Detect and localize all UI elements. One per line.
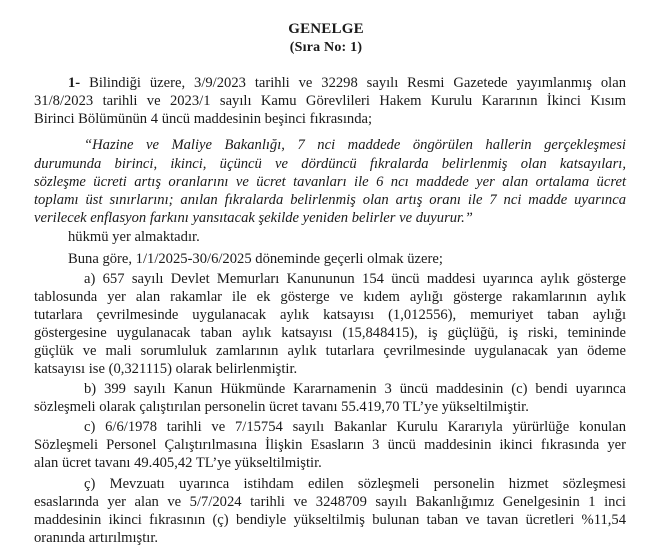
item-a-line-5: güçlük ve mali sorumluluk zamlarının aylık tutarlara çevrilmesinde uygulanacak yan ödeme bbox=[34, 343, 626, 359]
item-a-line-4: göstergesine uygulanacak taban aylık katsayısı (15,848415), iş güçlüğü, iş riski, temininde bbox=[34, 325, 626, 341]
document-title: GENELGE bbox=[288, 21, 364, 37]
item-a-line-3: tutarlara çevrilmesinde uygulanacak aylık katsayısı (1,012556), memuriyet taban aylığı bbox=[34, 307, 626, 323]
para1-line-3: Birinci Bölümünün 4 üncü maddesinin beşinci fıkrasında; bbox=[34, 111, 373, 127]
item-a-line-1: a) 657 sayılı Devlet Memurları Kanununun 154 üncü maddesi uyarınca aylık gösterge bbox=[84, 271, 626, 287]
para1-line-2: 31/8/2023 tarihli ve 2023/1 sayılı Kamu Görevlileri Hakem Kurulu Kararının İkinci Kısım bbox=[34, 93, 626, 109]
item-cc-line-3: maddesinin ikinci fıkrasının (ç) bendiyle yükseltilmiş bulunan taban ve tavan ücretleri %11,54 bbox=[34, 512, 626, 528]
quote-line-1: “Hazine ve Maliye Bakanlığı, 7 nci maddede öngörülen hallerin gerçekleşmesi bbox=[84, 137, 626, 153]
quote-line-5: verilecek enflasyon farkını yansıtacak şekilde yeniden belirler ve duyurur.” bbox=[34, 210, 473, 226]
item-cc-line-2: esaslarında yer alan ve 5/7/2024 tarihli ve 3248709 sayılı Bakanlığımız Genelgesinin 1 inci bbox=[34, 494, 626, 510]
item-a-line-6: katsayısı ise (0,321115) olarak belirlenmiştir. bbox=[34, 361, 298, 377]
quote-line-3: sözleşme ücreti artış oranlarını ve ücret tavanları ile 6 ncı maddede yer alan ortalama ücret bbox=[34, 174, 626, 190]
item-b-line-1: b) 399 sayılı Kanun Hükmünde Kararnamenin 3 üncü maddesinin (c) bendi uyarınca bbox=[84, 381, 626, 397]
item-cc-line-4: oranında artırılmıştır. bbox=[34, 530, 159, 546]
item-c-line-2: Sözleşmeli Personel Çalıştırılmasına İlişkin Esasların 3 üncü maddesinin ikinci fıkrasında yer bbox=[34, 437, 626, 453]
para1-line-1-text: Bilindiği üzere, 3/9/2023 tarihli ve 32298 sayılı Resmi Gazetede yayımlanmış olan bbox=[80, 75, 626, 91]
item-cc-line-1: ç) Mevzuatı uyarınca istihdam edilen sözleşmeli personelin hizmet sözleşmesi bbox=[84, 476, 626, 492]
item-c-line-3: alan ücret tavanı 49.405,42 TL’ye yükseltilmiştir. bbox=[34, 455, 322, 471]
document-subtitle: (Sıra No: 1) bbox=[289, 40, 363, 55]
buna-gore-line: Buna göre, 1/1/2025-30/6/2025 döneminde geçerli olmak üzere; bbox=[68, 251, 443, 267]
item-a-line-2: tablosunda yer alan rakamlar ile ek gösterge ve kıdem aylığı gösterge rakamlarının aylık bbox=[34, 289, 626, 305]
para1-line-1 bbox=[68, 74, 626, 92]
hukum-line: hükmü yer almaktadır. bbox=[68, 229, 200, 245]
quote-line-2: durumunda birinci, ikinci, üçüncü ve dördüncü fıkralarda belirlenmiş olan katsayıları, bbox=[34, 156, 626, 172]
item-c-line-1: c) 6/6/1978 tarihli ve 7/15754 sayılı Bakanlar Kurulu Kararıyla yürürlüğe konulan bbox=[84, 419, 626, 435]
item-b-line-2: sözleşmeli olarak çalıştırılan personelin ücret tavanı 55.419,70 TL’ye yükseltilmiştir. bbox=[34, 399, 529, 415]
quote-line-4: toplamı üst sınırlarını; anılan fıkralarda belirlenmiş olan artış oranı ile 7 nci madde uyarınca bbox=[34, 192, 626, 208]
para1-number: 1- bbox=[68, 75, 81, 91]
